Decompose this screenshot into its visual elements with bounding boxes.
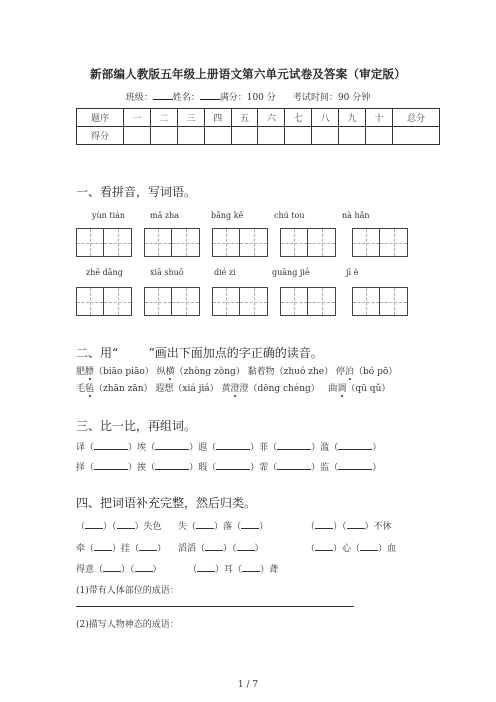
dotted-char: 泊 (345, 367, 355, 377)
idiom-text: 牵 (76, 544, 86, 554)
pinyin-label: xiā shuō (150, 268, 184, 277)
compare-char: 择 (76, 463, 86, 473)
answer-blank[interactable] (117, 520, 135, 529)
idiom-text: 血 (387, 544, 397, 554)
answer-blank[interactable] (360, 542, 378, 551)
tianzige-box[interactable] (76, 228, 132, 257)
answer-blank[interactable] (135, 563, 153, 572)
tianzige-box[interactable] (144, 228, 200, 257)
reading-line-1 (76, 364, 397, 377)
answer-blank[interactable] (347, 520, 365, 529)
section2-heading (76, 344, 323, 361)
idiom-line-2: 牵（ ）挂（ ） (76, 544, 167, 554)
pinyin-options[interactable]: （biāo piāo） (94, 367, 154, 377)
score-table-cell: 七 (285, 109, 312, 127)
tianzige-box[interactable] (144, 287, 200, 316)
word-text: 澄 (239, 384, 249, 394)
score-table-score-row (77, 127, 440, 145)
answer-blank[interactable] (155, 441, 189, 450)
score-table-cell: 六 (258, 109, 285, 127)
compare-char: 菲 (259, 443, 269, 453)
idiom-text: 耳 (224, 565, 234, 575)
exam-info (0, 90, 496, 103)
answer-blank[interactable] (277, 441, 311, 450)
score-table-cell: 十 (366, 109, 393, 127)
word-text: 纵 (156, 367, 166, 377)
score-table-cell: 题序 (77, 109, 124, 127)
dotted-char: 澄 (230, 384, 240, 394)
tianzige-box[interactable] (212, 287, 268, 316)
compare-char: 霏 (259, 463, 269, 473)
score-table-cell: 八 (312, 109, 339, 127)
pinyin-options[interactable]: （zhòng zòng） (174, 367, 245, 377)
compare-char: 遐 (198, 443, 208, 453)
pinyin-options[interactable]: （qū qǔ） (346, 384, 391, 394)
idiom-line-2c: （ ）心（ ）血 (306, 544, 397, 554)
idiom-text: 不休 (373, 522, 392, 532)
answer-blank[interactable] (85, 520, 103, 529)
section4-heading (76, 494, 256, 511)
answer-blank[interactable] (315, 542, 333, 551)
pinyin-options[interactable]: （bó pō） (354, 367, 398, 377)
idiom-text: 聋 (269, 565, 279, 575)
compare-char: 译 (76, 443, 86, 453)
pinyin-label: chú tou (274, 211, 305, 220)
pinyin-label: dié zi (214, 268, 236, 277)
score-input-cell[interactable] (204, 127, 231, 145)
score-input-cell[interactable] (124, 127, 151, 145)
idiom-line-1b: 失（ ）落（ ） (178, 522, 269, 532)
score-table-cell: 总分 (393, 109, 440, 127)
score-input-cell[interactable] (366, 127, 393, 145)
answer-blank[interactable] (216, 441, 250, 450)
word-text: 曲 (328, 384, 338, 394)
classify-question-2: (2)描写人物神态的成语： (76, 620, 179, 630)
compare-line-2: 择（ ）挨（ ）瑕（ ）霏（ ）监（ ） (76, 463, 382, 473)
section-number: 二、 (76, 346, 101, 360)
pinyin-label: yùn tián (92, 211, 126, 220)
name-label: 姓名： (172, 93, 200, 103)
score-input-cell[interactable] (312, 127, 339, 145)
score-table-cell: 一 (124, 109, 151, 127)
compare-char: 瑕 (198, 463, 208, 473)
idiom-text: 得意 (76, 565, 95, 575)
pinyin-label: nà hǎn (342, 211, 370, 220)
idiom-text: 滔滔 (178, 544, 197, 554)
compare-char: 挨 (137, 463, 147, 473)
section-number: 一、 (76, 185, 101, 199)
idiom-text: 失色 (143, 522, 162, 532)
score-table-header-row (77, 109, 440, 127)
answer-blank[interactable] (277, 461, 311, 470)
section-title: 比一比，再组词。 (100, 419, 197, 433)
answer-blank[interactable] (94, 461, 128, 470)
compare-char: 监 (320, 463, 330, 473)
answer-blank[interactable] (205, 542, 223, 551)
score-input-cell[interactable] (231, 127, 258, 145)
pinyin-options[interactable]: （zhuó zhe） (274, 367, 334, 377)
idiom-text: 落 (223, 522, 233, 532)
answer-line[interactable] (76, 606, 354, 607)
pinyin-label: bǎng kē (211, 211, 244, 220)
tianzige-box[interactable] (352, 228, 408, 257)
word-text: 黏着物 (247, 367, 275, 377)
section-number: 四、 (76, 496, 101, 510)
answer-blank[interactable] (338, 461, 372, 470)
word-text: 毛 (76, 384, 86, 394)
score-input-cell[interactable] (393, 127, 440, 145)
compare-char: 滥 (320, 443, 330, 453)
reading-line-2 (76, 381, 390, 394)
pinyin-options[interactable]: （xiá jiá） (173, 384, 219, 394)
score-table-cell: 九 (339, 109, 366, 127)
idiom-line-1: （ ）（ ）失色 (76, 522, 162, 532)
tianzige-box[interactable] (76, 287, 132, 316)
pinyin-label: jī è (346, 268, 359, 277)
answer-blank[interactable] (237, 542, 255, 551)
word-text: 黄 (221, 384, 231, 394)
compare-line-1: 译（ ）埃（ ）遐（ ）菲（ ）滥（ ） (76, 443, 382, 453)
exam-time: 考试时间：90 分钟 (292, 93, 371, 103)
idiom-line-3: 得意（ ）（ ） (76, 565, 162, 575)
dotted-char: 膘 (85, 367, 95, 377)
answer-blank[interactable] (197, 563, 215, 572)
idiom-line-1c: （ ）（ ）不休 (306, 522, 392, 532)
section-number: 三、 (76, 419, 101, 433)
answer-blank[interactable] (315, 520, 333, 529)
section-title: 用“ ”画出下面加点的字正确的读音。 (100, 346, 323, 360)
score-row-label: 得分 (77, 127, 124, 145)
pinyin-label: guāng jiē (272, 268, 310, 277)
section-title: 看拼音，写词语。 (100, 185, 197, 199)
tianzige-box[interactable] (212, 228, 268, 257)
tianzige-box[interactable] (352, 287, 408, 316)
answer-blank[interactable] (196, 520, 214, 529)
page-number: 1 / 7 (237, 680, 259, 690)
classify-question-1: (1)带有人体部位的成语： (76, 586, 179, 596)
class-label: 班级： (125, 93, 153, 103)
answer-blank[interactable] (94, 441, 128, 450)
answer-blank[interactable] (216, 461, 250, 470)
score-table-cell: 四 (204, 109, 231, 127)
score-input-cell[interactable] (285, 127, 312, 145)
pinyin-options[interactable]: （dēng chéng） (248, 384, 320, 394)
tianzige-box[interactable] (280, 287, 336, 316)
pinyin-label: zhē dǎng (86, 268, 123, 277)
pinyin-label: mǎ zha (150, 211, 180, 220)
answer-blank[interactable] (338, 441, 372, 450)
answer-blank[interactable] (103, 563, 121, 572)
full-score: 满分：100 分 (219, 93, 276, 103)
answer-blank[interactable] (242, 563, 260, 572)
idiom-line-2b: 滔滔（ ）（ ） (178, 544, 264, 554)
answer-blank[interactable] (241, 520, 259, 529)
word-text: 遐想 (155, 384, 174, 394)
page-title: 新部编人教版五年级上册语文第六单元试卷及答案（审定版） (90, 67, 406, 81)
section1-heading (76, 183, 196, 200)
dotted-char: 调 (337, 384, 347, 394)
pinyin-options[interactable]: （zhān zān） (94, 384, 153, 394)
idiom-text: 挂 (121, 544, 131, 554)
dotted-char: 毡 (85, 384, 95, 394)
score-input-cell[interactable] (258, 127, 285, 145)
score-table-cell: 五 (231, 109, 258, 127)
idiom-line-3b: （ ）耳（ ）聋 (188, 565, 279, 575)
answer-blank[interactable] (94, 542, 112, 551)
score-table-cell: 三 (177, 109, 204, 127)
score-input-cell[interactable] (150, 127, 177, 145)
tianzige-box[interactable] (280, 228, 336, 257)
word-text: 肥 (76, 367, 86, 377)
score-table-cell: 二 (150, 109, 177, 127)
score-input-cell[interactable] (177, 127, 204, 145)
compare-char: 埃 (137, 443, 147, 453)
answer-blank[interactable] (155, 461, 189, 470)
dotted-char: 横 (165, 367, 175, 377)
score-input-cell[interactable] (339, 127, 366, 145)
idiom-text: 失 (178, 522, 188, 532)
score-table (76, 108, 440, 145)
section-title: 把词语补充完整，然后归类。 (100, 496, 257, 510)
class-blank[interactable] (153, 90, 173, 100)
name-blank[interactable] (200, 90, 220, 100)
section3-heading (76, 417, 196, 434)
word-text: 停 (336, 367, 346, 377)
answer-blank[interactable] (139, 542, 157, 551)
idiom-text: 心 (342, 544, 352, 554)
